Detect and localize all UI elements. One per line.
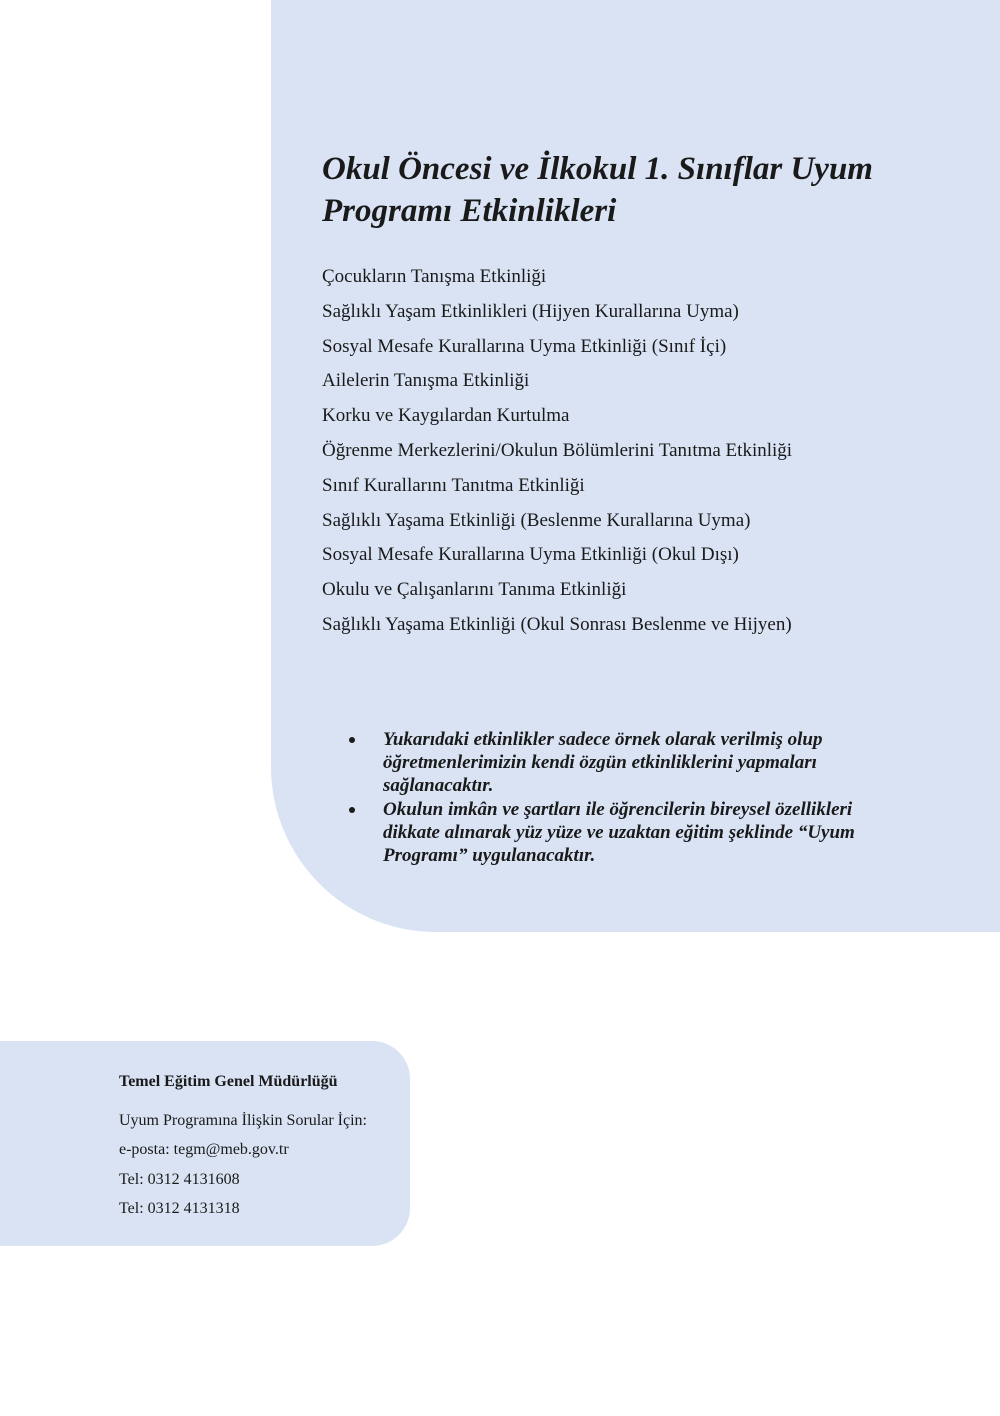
bullet-icon [349, 807, 355, 813]
activity-item: Çocukların Tanışma Etkinliği [322, 266, 547, 287]
bullet-icon [349, 737, 355, 743]
contact-organization: Temel Eğitim Genel Müdürlüğü [119, 1073, 338, 1090]
activity-item: Sosyal Mesafe Kurallarına Uyma Etkinliği (Sınıf İçi) [322, 335, 727, 357]
contact-phone: Tel: 0312 4131608 [119, 1170, 240, 1188]
notes-list [346, 728, 906, 868]
contact-details [119, 1106, 367, 1223]
activity-item: Ailelerin Tanışma Etkinliği [322, 370, 530, 392]
activity-item: Sınıf Kurallarını Tanıtma Etkinliği [322, 474, 585, 496]
activity-list [322, 260, 962, 643]
activity-item: Öğrenme Merkezlerini/Okulun Bölümlerini Tanıtma Etkinliği [322, 439, 793, 461]
contact-phone: Tel: 0312 4131318 [119, 1199, 240, 1217]
activity-item: Sağlıklı Yaşama Etkinliği (Beslenme Kurallarına Uyma) [322, 509, 751, 531]
note-text: Okulun imkân ve şartları ile öğrencilerin bireysel özellikleri dikkate alınarak yüz yüze ve uzaktan eğitim şeklinde “Uyum Programı” uygulanacaktır. [383, 799, 855, 866]
activity-item: Sağlıklı Yaşam Etkinlikleri (Hijyen Kurallarına Uyma) [322, 300, 739, 322]
note-item [346, 728, 906, 797]
note-item [346, 798, 906, 867]
activity-item: Korku ve Kaygılardan Kurtulma [322, 405, 570, 427]
activity-item: Okulu ve Çalışanlarını Tanıma Etkinliği [322, 579, 627, 601]
contact-email[interactable]: e-posta: tegm@meb.gov.tr [119, 1141, 289, 1159]
note-text: Yukarıdaki etkinlikler sadece örnek olarak verilmiş olup öğretmenlerimizin kendi özgün etkinliklerini yapmaları sağlanacaktır. [383, 729, 823, 796]
page-title: Okul Öncesi ve İlkokul 1. Sınıflar Uyum Programı Etkinlikleri [322, 151, 873, 229]
contact-questions-label: Uyum Programına İlişkin Sorular İçin: [119, 1112, 367, 1129]
activity-item: Sosyal Mesafe Kurallarına Uyma Etkinliği (Okul Dışı) [322, 544, 739, 566]
activity-item: Sağlıklı Yaşama Etkinliği (Okul Sonrası Beslenme ve Hijyen) [322, 613, 792, 635]
